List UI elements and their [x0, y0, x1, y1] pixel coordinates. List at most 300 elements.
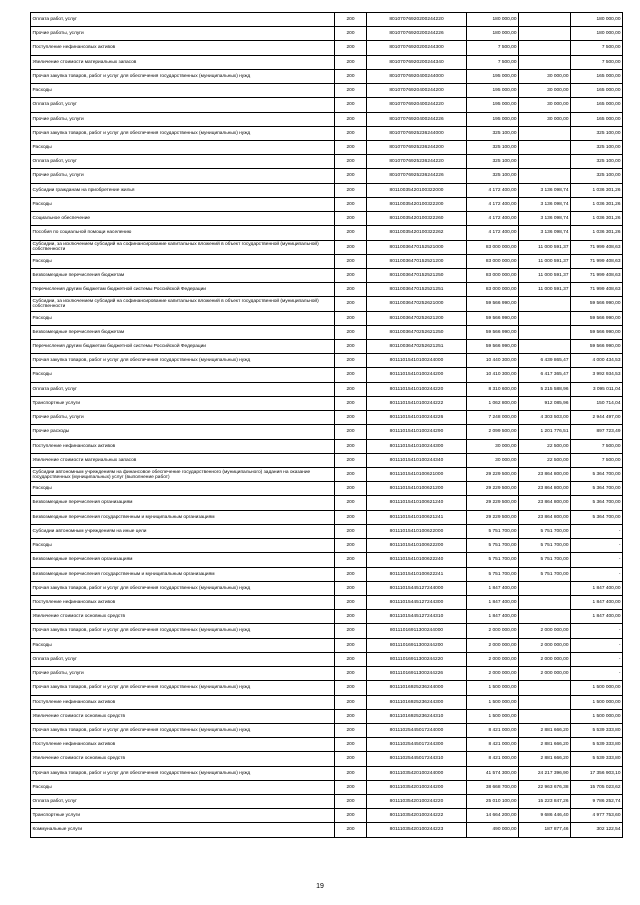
row-name: Увеличение стоимости основных средств: [31, 752, 335, 766]
row-remaining-amount: 7 500,00: [571, 439, 623, 453]
row-budget-code: 80111016925236244300: [367, 695, 467, 709]
table-row: [31, 212, 623, 226]
table-row: [31, 340, 623, 354]
table-row: [31, 482, 623, 496]
table-row: [31, 681, 623, 695]
row-remaining-amount: 71 999 408,63: [571, 254, 623, 268]
row-remaining-amount: 1 036 301,26: [571, 183, 623, 197]
table-row: [31, 624, 623, 638]
row-name: Социальное обеспечение: [31, 212, 335, 226]
row-budget-code: 80111035420100244220: [367, 795, 467, 809]
row-remaining-amount: 7 500,00: [571, 453, 623, 467]
row-executed-amount: 3 136 098,74: [519, 197, 571, 211]
row-name: Прочие работы, услуги: [31, 411, 335, 425]
table-row: [31, 396, 623, 410]
row-name: Расходы: [31, 539, 335, 553]
row-remaining-amount: 3 095 011,04: [571, 382, 623, 396]
row-name: Поступление нефинансовых активов: [31, 41, 335, 55]
row-name: Прочие работы, услуги: [31, 667, 335, 681]
row-line-code: 200: [335, 652, 367, 666]
row-remaining-amount: 1 036 301,26: [571, 212, 623, 226]
table-row: [31, 126, 623, 140]
table-row: [31, 41, 623, 55]
row-executed-amount: [519, 581, 571, 595]
row-remaining-amount: 1 036 301,26: [571, 197, 623, 211]
row-executed-amount: 912 085,96: [519, 396, 571, 410]
row-line-code: 200: [335, 169, 367, 183]
row-remaining-amount: 59 566 990,00: [571, 297, 623, 311]
table-row: [31, 169, 623, 183]
row-approved-amount: 2 000 000,00: [467, 652, 519, 666]
row-name: Прочая закупка товаров, работ и услуг для обеспечения государственных (муниципальных) нужд: [31, 681, 335, 695]
row-executed-amount: 2 881 666,20: [519, 738, 571, 752]
row-line-code: 200: [335, 510, 367, 524]
table-row: [31, 553, 623, 567]
row-line-code: 200: [335, 396, 367, 410]
row-approved-amount: 195 000,00: [467, 69, 519, 83]
row-remaining-amount: 59 566 990,00: [571, 325, 623, 339]
table-row: [31, 709, 623, 723]
table-row: [31, 496, 623, 510]
row-executed-amount: [519, 340, 571, 354]
row-remaining-amount: 5 539 333,80: [571, 738, 623, 752]
row-executed-amount: 3 136 098,74: [519, 226, 571, 240]
row-budget-code: 80110035420100322000: [367, 183, 467, 197]
table-row: [31, 766, 623, 780]
row-remaining-amount: 15 705 023,62: [571, 780, 623, 794]
row-remaining-amount: 5 364 700,00: [571, 468, 623, 482]
row-approved-amount: 41 574 300,00: [467, 766, 519, 780]
row-line-code: 200: [335, 723, 367, 737]
table-row: [31, 667, 623, 681]
row-executed-amount: 2 881 666,20: [519, 752, 571, 766]
row-budget-code: 80110035420100322262: [367, 226, 467, 240]
row-name: Расходы: [31, 780, 335, 794]
row-line-code: 200: [335, 354, 367, 368]
row-budget-code: 80111025445017244000: [367, 723, 467, 737]
row-remaining-amount: -: [571, 539, 623, 553]
table-row: [31, 226, 623, 240]
row-line-code: 200: [335, 254, 367, 268]
table-row: [31, 69, 623, 83]
row-remaining-amount: -: [571, 567, 623, 581]
row-executed-amount: 11 000 591,37: [519, 254, 571, 268]
table-row: [31, 55, 623, 69]
row-name: Пособия по социальной помощи населению: [31, 226, 335, 240]
row-budget-code: 80110036470252621000: [367, 297, 467, 311]
row-remaining-amount: -: [571, 624, 623, 638]
row-name: Оплата работ, услуг: [31, 795, 335, 809]
row-remaining-amount: 1 500 000,00: [571, 695, 623, 709]
row-approved-amount: 83 000 000,00: [467, 283, 519, 297]
row-budget-code: 80111035420100244222: [367, 809, 467, 823]
row-name: Расходы: [31, 482, 335, 496]
row-executed-amount: 24 217 396,90: [519, 766, 571, 780]
row-name: Прочие работы, услуги: [31, 112, 335, 126]
row-name: Транспортные услуги: [31, 809, 335, 823]
row-remaining-amount: 71 999 408,63: [571, 283, 623, 297]
row-approved-amount: 5 751 700,00: [467, 567, 519, 581]
row-executed-amount: 22 500,00: [519, 453, 571, 467]
row-executed-amount: 3 136 098,74: [519, 212, 571, 226]
row-line-code: 200: [335, 84, 367, 98]
row-budget-code: 80107076925236244226: [367, 169, 467, 183]
table-row: [31, 155, 623, 169]
row-remaining-amount: 7 500,00: [571, 41, 623, 55]
row-executed-amount: 4 303 503,00: [519, 411, 571, 425]
row-executed-amount: 5 751 700,00: [519, 524, 571, 538]
row-remaining-amount: -: [571, 667, 623, 681]
row-approved-amount: 29 229 500,00: [467, 482, 519, 496]
row-name: Оплата работ, услуг: [31, 652, 335, 666]
page-number: 19: [316, 883, 324, 890]
row-executed-amount: 23 864 800,00: [519, 482, 571, 496]
row-approved-amount: 38 668 700,00: [467, 780, 519, 794]
row-approved-amount: 8 421 000,00: [467, 738, 519, 752]
row-budget-code: 80111015410100621200: [367, 482, 467, 496]
row-line-code: 200: [335, 411, 367, 425]
row-budget-code: 80111015410100621000: [367, 468, 467, 482]
row-remaining-amount: 59 566 990,00: [571, 311, 623, 325]
row-executed-amount: 15 223 847,26: [519, 795, 571, 809]
row-executed-amount: 2 000 000,00: [519, 652, 571, 666]
row-budget-code: 80111035420100244000: [367, 766, 467, 780]
row-remaining-amount: 897 723,49: [571, 425, 623, 439]
row-executed-amount: 5 751 700,00: [519, 567, 571, 581]
row-executed-amount: [519, 41, 571, 55]
row-line-code: 200: [335, 795, 367, 809]
row-name: Оплата работ, услуг: [31, 382, 335, 396]
row-line-code: 200: [335, 212, 367, 226]
row-budget-code: 80107076920200244300: [367, 41, 467, 55]
row-remaining-amount: -: [571, 638, 623, 652]
row-budget-code: 80110036470152521251: [367, 283, 467, 297]
row-budget-code: 80111016911300244226: [367, 667, 467, 681]
row-approved-amount: 29 229 500,00: [467, 468, 519, 482]
table-row: [31, 140, 623, 154]
table-row: [31, 354, 623, 368]
row-line-code: 200: [335, 112, 367, 126]
row-name: Субсидии, за исключением субсидий на софинансирование капитальных вложений в объект государственной (муниципальной) собственности: [31, 240, 335, 254]
row-name: Прочие работы, услуги: [31, 169, 335, 183]
row-line-code: 200: [335, 496, 367, 510]
table-row: [31, 98, 623, 112]
row-approved-amount: 7 500,00: [467, 55, 519, 69]
row-executed-amount: [519, 709, 571, 723]
row-executed-amount: [519, 126, 571, 140]
row-budget-code: 80111035420100244200: [367, 780, 467, 794]
row-name: Безвозмездные перечисления государственным и муниципальным организациям: [31, 567, 335, 581]
row-line-code: 200: [335, 681, 367, 695]
row-line-code: 200: [335, 325, 367, 339]
row-approved-amount: 10 410 300,00: [467, 368, 519, 382]
table-row: [31, 13, 623, 27]
row-approved-amount: 4 172 400,00: [467, 197, 519, 211]
row-remaining-amount: 1 036 301,26: [571, 226, 623, 240]
row-budget-code: 80111015410100244222: [367, 396, 467, 410]
row-name: Субсидии гражданам на приобретение жилья: [31, 183, 335, 197]
row-budget-code: 80107076925236244200: [367, 140, 467, 154]
row-approved-amount: 1 847 400,00: [467, 581, 519, 595]
row-budget-code: 80111015410100244000: [367, 354, 467, 368]
row-executed-amount: [519, 55, 571, 69]
row-budget-code: 80110035420100322200: [367, 197, 467, 211]
row-approved-amount: 8 421 000,00: [467, 723, 519, 737]
row-line-code: 200: [335, 340, 367, 354]
row-approved-amount: 2 099 500,00: [467, 425, 519, 439]
row-remaining-amount: 150 714,04: [571, 396, 623, 410]
table-row: [31, 695, 623, 709]
row-executed-amount: [519, 297, 571, 311]
table-row: [31, 439, 623, 453]
row-line-code: 200: [335, 595, 367, 609]
row-line-code: 200: [335, 667, 367, 681]
row-budget-code: 80110036470152521000: [367, 240, 467, 254]
row-line-code: 200: [335, 98, 367, 112]
row-name: Безвозмездные перечисления организациям: [31, 496, 335, 510]
row-approved-amount: 1 500 000,00: [467, 681, 519, 695]
row-name: Поступление нефинансовых активов: [31, 695, 335, 709]
table-row: [31, 112, 623, 126]
row-executed-amount: 11 000 591,37: [519, 283, 571, 297]
row-budget-code: 80111015410100621240: [367, 496, 467, 510]
row-line-code: 200: [335, 809, 367, 823]
row-approved-amount: 83 000 000,00: [467, 240, 519, 254]
table-row: [31, 183, 623, 197]
table-row: [31, 723, 623, 737]
row-name: Субсидии автономным учреждениям на иные цели: [31, 524, 335, 538]
row-approved-amount: 1 500 000,00: [467, 695, 519, 709]
row-approved-amount: 1 847 400,00: [467, 610, 519, 624]
table-row: [31, 254, 623, 268]
row-line-code: 200: [335, 524, 367, 538]
row-executed-amount: [519, 155, 571, 169]
row-line-code: 200: [335, 610, 367, 624]
row-remaining-amount: 165 000,00: [571, 98, 623, 112]
row-executed-amount: 30 000,00: [519, 69, 571, 83]
row-budget-code: 80111015410100244220: [367, 382, 467, 396]
row-remaining-amount: -: [571, 553, 623, 567]
row-remaining-amount: 5 364 700,00: [571, 482, 623, 496]
table-row: [31, 297, 623, 311]
row-remaining-amount: 325 100,00: [571, 155, 623, 169]
row-approved-amount: 180 000,00: [467, 13, 519, 27]
row-line-code: 200: [335, 197, 367, 211]
row-budget-code: 80110036470252621251: [367, 340, 467, 354]
row-executed-amount: [519, 140, 571, 154]
row-line-code: 200: [335, 439, 367, 453]
row-name: Прочие работы, услуги: [31, 27, 335, 41]
row-approved-amount: 30 000,00: [467, 439, 519, 453]
table-row: [31, 382, 623, 396]
row-name: Безвозмездные перечисления бюджетам: [31, 268, 335, 282]
row-name: Транспортные услуги: [31, 396, 335, 410]
row-executed-amount: 1 201 776,51: [519, 425, 571, 439]
table-row: [31, 453, 623, 467]
row-executed-amount: 6 439 865,47: [519, 354, 571, 368]
row-budget-code: 80111015445127244300: [367, 595, 467, 609]
row-executed-amount: 2 000 000,00: [519, 667, 571, 681]
row-executed-amount: [519, 325, 571, 339]
table-row: [31, 738, 623, 752]
row-approved-amount: 195 000,00: [467, 98, 519, 112]
table-row: [31, 27, 623, 41]
row-name: Перечисления другим бюджетам бюджетной системы Российской Федерации: [31, 283, 335, 297]
row-line-code: 200: [335, 709, 367, 723]
table-row: [31, 595, 623, 609]
report-page: [30, 12, 622, 838]
row-name: Поступление нефинансовых активов: [31, 738, 335, 752]
row-executed-amount: 22 963 676,38: [519, 780, 571, 794]
row-budget-code: 80107076920200244340: [367, 55, 467, 69]
row-budget-code: 80111015410100244290: [367, 425, 467, 439]
row-line-code: 200: [335, 368, 367, 382]
row-approved-amount: 2 000 000,00: [467, 624, 519, 638]
row-approved-amount: 8 421 000,00: [467, 752, 519, 766]
row-budget-code: 80111015410100621241: [367, 510, 467, 524]
table-row: [31, 368, 623, 382]
row-approved-amount: 1 500 000,00: [467, 709, 519, 723]
row-executed-amount: 11 000 591,37: [519, 240, 571, 254]
row-executed-amount: [519, 595, 571, 609]
row-approved-amount: 8 310 600,00: [467, 382, 519, 396]
row-executed-amount: 30 000,00: [519, 98, 571, 112]
row-budget-code: 80107076920400244226: [367, 112, 467, 126]
row-approved-amount: 4 172 400,00: [467, 183, 519, 197]
row-approved-amount: 25 010 100,00: [467, 795, 519, 809]
row-executed-amount: 11 000 591,37: [519, 268, 571, 282]
row-remaining-amount: 165 000,00: [571, 69, 623, 83]
row-line-code: 200: [335, 482, 367, 496]
row-budget-code: 80111015410100244200: [367, 368, 467, 382]
row-approved-amount: 83 000 000,00: [467, 254, 519, 268]
row-approved-amount: 195 000,00: [467, 112, 519, 126]
row-approved-amount: 59 566 990,00: [467, 340, 519, 354]
row-approved-amount: 7 248 000,00: [467, 411, 519, 425]
row-remaining-amount: 7 500,00: [571, 55, 623, 69]
row-remaining-amount: 165 000,00: [571, 84, 623, 98]
row-executed-amount: 2 000 000,00: [519, 624, 571, 638]
row-executed-amount: 23 864 800,00: [519, 510, 571, 524]
row-executed-amount: 5 751 700,00: [519, 539, 571, 553]
row-budget-code: 80107076920400244220: [367, 98, 467, 112]
row-line-code: 200: [335, 468, 367, 482]
table-row: [31, 197, 623, 211]
table-row: [31, 823, 623, 837]
row-budget-code: 80110036470152521200: [367, 254, 467, 268]
row-line-code: 200: [335, 41, 367, 55]
row-approved-amount: 325 100,00: [467, 140, 519, 154]
row-budget-code: 80107076920400244200: [367, 84, 467, 98]
row-name: Коммунальные услуги: [31, 823, 335, 837]
row-line-code: 200: [335, 283, 367, 297]
row-budget-code: 80107076920400244000: [367, 69, 467, 83]
row-budget-code: 80111016911300244000: [367, 624, 467, 638]
table-row: [31, 809, 623, 823]
row-remaining-amount: -: [571, 652, 623, 666]
row-remaining-amount: 302 122,54: [571, 823, 623, 837]
row-remaining-amount: -: [571, 524, 623, 538]
row-budget-code: 80110035420100322260: [367, 212, 467, 226]
row-approved-amount: 59 566 990,00: [467, 311, 519, 325]
row-line-code: 200: [335, 638, 367, 652]
row-approved-amount: 1 062 800,00: [467, 396, 519, 410]
table-row: [31, 652, 623, 666]
row-remaining-amount: 325 100,00: [571, 126, 623, 140]
table-row: [31, 524, 623, 538]
table-row: [31, 425, 623, 439]
row-name: Субсидии, за исключением субсидий на софинансирование капитальных вложений в объект государственной (муниципальной) собственности: [31, 297, 335, 311]
row-budget-code: 80111035420100244223: [367, 823, 467, 837]
row-approved-amount: 59 566 990,00: [467, 297, 519, 311]
row-approved-amount: 59 566 990,00: [467, 325, 519, 339]
row-approved-amount: 325 100,00: [467, 169, 519, 183]
row-remaining-amount: 3 992 934,53: [571, 368, 623, 382]
table-row: [31, 283, 623, 297]
row-budget-code: 80111016911300244220: [367, 652, 467, 666]
row-line-code: 200: [335, 539, 367, 553]
row-budget-code: 80107076925236244220: [367, 155, 467, 169]
row-remaining-amount: 9 786 252,74: [571, 795, 623, 809]
row-line-code: 200: [335, 69, 367, 83]
row-line-code: 200: [335, 581, 367, 595]
row-line-code: 200: [335, 55, 367, 69]
row-executed-amount: [519, 610, 571, 624]
row-remaining-amount: 59 566 990,00: [571, 340, 623, 354]
row-name: Увеличение стоимости основных средств: [31, 610, 335, 624]
row-name: Оплата работ, услуг: [31, 98, 335, 112]
row-remaining-amount: 1 847 400,00: [571, 581, 623, 595]
row-budget-code: 80111015410100622200: [367, 539, 467, 553]
row-approved-amount: 2 000 000,00: [467, 638, 519, 652]
row-executed-amount: 2 000 000,00: [519, 638, 571, 652]
table-row: [31, 795, 623, 809]
row-executed-amount: [519, 681, 571, 695]
budget-execution-table: [30, 12, 623, 838]
row-executed-amount: 23 864 800,00: [519, 496, 571, 510]
table-row: [31, 610, 623, 624]
row-line-code: 200: [335, 382, 367, 396]
row-budget-code: 80111015410100244340: [367, 453, 467, 467]
row-line-code: 200: [335, 766, 367, 780]
row-executed-amount: [519, 695, 571, 709]
row-name: Перечисления другим бюджетам бюджетной системы Российской Федерации: [31, 340, 335, 354]
row-executed-amount: 5 751 700,00: [519, 553, 571, 567]
row-approved-amount: 490 000,00: [467, 823, 519, 837]
row-line-code: 200: [335, 126, 367, 140]
row-approved-amount: 2 000 000,00: [467, 667, 519, 681]
row-remaining-amount: 17 356 903,10: [571, 766, 623, 780]
row-executed-amount: 30 000,00: [519, 112, 571, 126]
row-line-code: 200: [335, 567, 367, 581]
row-budget-code: 80111015445127244310: [367, 610, 467, 624]
row-approved-amount: 30 000,00: [467, 453, 519, 467]
row-name: Прочая закупка товаров, работ и услуг для обеспечения государственных (муниципальных) нужд: [31, 69, 335, 83]
row-line-code: 200: [335, 425, 367, 439]
row-name: Расходы: [31, 140, 335, 154]
row-name: Прочая закупка товаров, работ и услуг для обеспечения государственных (муниципальных) нужд: [31, 723, 335, 737]
row-line-code: 200: [335, 553, 367, 567]
row-name: Расходы: [31, 638, 335, 652]
row-name: Оплата работ, услуг: [31, 155, 335, 169]
row-name: Увеличение стоимости материальных запасов: [31, 55, 335, 69]
row-budget-code: 80111015410100244226: [367, 411, 467, 425]
table-row: [31, 567, 623, 581]
row-executed-amount: 187 877,46: [519, 823, 571, 837]
table-row: [31, 638, 623, 652]
row-name: Прочая закупка товаров, работ и услуг для обеспечения государственных (муниципальных) нужд: [31, 624, 335, 638]
table-row: [31, 752, 623, 766]
